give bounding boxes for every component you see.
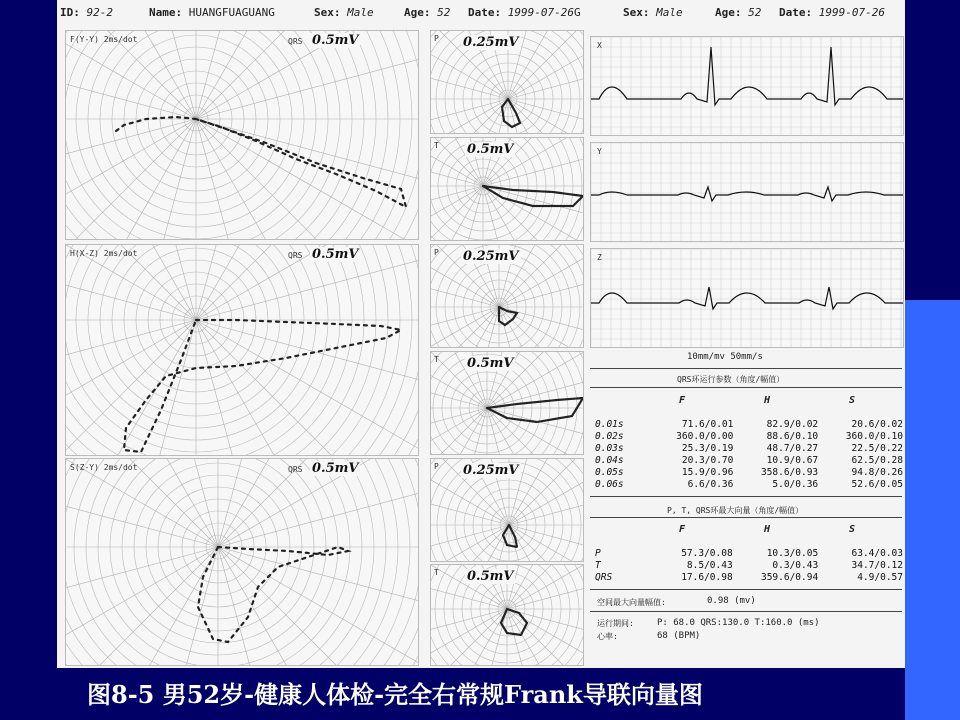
frontal-loop-label: F(Y-Y) 2ms/dot	[70, 35, 138, 44]
polar-grid-ring	[66, 245, 412, 455]
sagittal-qrs-loop-plot	[66, 459, 418, 665]
vector-loop-trace	[124, 320, 401, 452]
horizontal-p-scale: 0.25mV	[463, 249, 519, 264]
table-cell-t: P	[595, 548, 601, 559]
polar-grid-spoke	[196, 119, 415, 239]
polar-grid-spoke	[431, 99, 508, 126]
polar-grid-spoke	[66, 547, 218, 663]
polar-grid-ring	[66, 31, 328, 239]
frontal-p-scale: 0.25mV	[463, 35, 519, 50]
frontal-t-scale: 0.5mV	[467, 142, 514, 157]
table-cell-f: 15.9/0.96	[681, 467, 734, 478]
table-cell-h: 5.0/0.36	[772, 479, 819, 490]
interval-label: 运行期间:	[597, 619, 634, 628]
header-age: Age: 52	[404, 6, 451, 19]
figure-caption: 图8-5 男52岁-健康人体检-完全右常规Frank导联向量图	[87, 680, 703, 709]
ecg-waveform	[591, 47, 903, 105]
frontal-loop-tag: QRS	[288, 37, 303, 46]
table-row	[593, 467, 905, 479]
table-cell-t: 0.06s	[595, 479, 624, 490]
vcg-report-sheet	[57, 0, 905, 668]
qrs-parameter-table	[593, 419, 905, 491]
polar-grid-spoke	[66, 547, 218, 607]
sagittal-t-loop-panel	[430, 564, 584, 666]
polar-grid-spoke	[508, 72, 583, 99]
polar-grid-spoke	[431, 72, 508, 99]
horizontal-qrs-loop-panel	[65, 244, 419, 456]
polar-grid-spoke	[196, 320, 380, 455]
sagittal-t-tag: T	[434, 568, 439, 577]
polar-grid-spoke	[66, 487, 218, 547]
polar-grid-spoke	[218, 547, 418, 663]
qrs-table-bottom-rule	[590, 496, 902, 497]
header-sex: Sex: Male	[314, 6, 374, 19]
horizontal-qrs-loop-plot	[66, 245, 418, 455]
polar-grid-spoke	[431, 307, 499, 334]
table-cell-t: 0.04s	[595, 455, 624, 466]
polar-grid-spoke	[431, 609, 507, 633]
qrs-col-s: S	[849, 395, 856, 406]
table-cell-f: 25.3/0.19	[681, 443, 734, 454]
table-cell-h: 0.3/0.43	[772, 560, 819, 571]
ecg-x-trace	[591, 37, 903, 135]
polar-grid-spoke	[437, 525, 509, 561]
polar-grid-spoke	[507, 565, 583, 609]
polar-grid-spoke	[66, 54, 196, 119]
table-cell-h: 10.9/0.67	[766, 455, 819, 466]
max-table-bottom-rule	[590, 589, 902, 590]
ecg-y-trace	[591, 143, 903, 241]
table-row	[593, 419, 905, 431]
frontal-p-tag: P	[434, 34, 439, 43]
polar-grid-ring	[66, 245, 328, 452]
ecg-x-lead-label: X	[597, 41, 602, 50]
horizontal-t-scale: 0.5mV	[467, 356, 514, 371]
polar-grid-spoke	[499, 280, 583, 307]
polar-grid-ring	[66, 245, 418, 455]
header-name: Name: HUANGFUAGUANG	[149, 6, 275, 19]
table-cell-f: 20.3/0.70	[681, 455, 734, 466]
ecg-strip-z	[590, 248, 904, 348]
table-cell-f: 8.5/0.43	[686, 560, 733, 571]
polar-grid-spoke	[507, 585, 583, 609]
polar-grid-spoke	[507, 609, 554, 665]
polar-grid-spoke	[66, 119, 196, 239]
sagittal-t-scale: 0.5mV	[467, 569, 514, 584]
polar-grid-spoke	[431, 280, 499, 307]
polar-grid-ring	[66, 31, 388, 239]
interval-value: P: 68.0 QRS:130.0 T:160.0 (ms)	[657, 618, 820, 628]
sagittal-loop-scale: 0.5mV	[312, 461, 359, 476]
max-col-f: F	[679, 524, 686, 535]
polar-grid-ring	[66, 245, 418, 455]
ecg-waveform	[591, 287, 903, 309]
table-cell-t: 0.03s	[595, 443, 624, 454]
ecg-y-lead-label: Y	[597, 147, 602, 156]
table-cell-h: 359.6/0.94	[760, 572, 819, 583]
polar-grid-ring	[66, 245, 400, 455]
right-accent-band	[905, 300, 960, 720]
polar-grid-spoke	[131, 119, 196, 239]
polar-grid-spoke	[431, 99, 508, 133]
frontal-p-loop-panel	[430, 30, 584, 134]
polar-grid-ring	[66, 31, 376, 239]
ecg-strip-y	[590, 142, 904, 242]
polar-grid-spoke	[196, 320, 418, 450]
polar-grid-ring	[66, 459, 398, 665]
header-date-right: Date: 1999-07-26	[779, 6, 885, 19]
polar-grid-ring	[66, 245, 418, 455]
frontal-t-loop-panel	[430, 137, 584, 241]
polar-grid-spoke	[509, 525, 581, 561]
vector-loop-trace	[198, 547, 348, 642]
header-sex-right: Sex: Male	[623, 6, 683, 19]
horizontal-t-loop-panel	[430, 351, 584, 455]
summary-rule	[590, 611, 902, 612]
table-row	[593, 548, 905, 560]
spatial-max-label: 空间最大向量幅值:	[597, 598, 666, 607]
table-cell-h: 358.6/0.93	[760, 467, 819, 478]
polar-grid-spoke	[196, 119, 418, 184]
vector-loop-trace	[483, 186, 583, 206]
table-cell-t: QRS	[595, 572, 613, 583]
table-cell-s: 63.4/0.03	[851, 548, 903, 559]
table-cell-s: 62.5/0.28	[851, 455, 903, 466]
table-cell-f: 57.3/0.08	[681, 548, 733, 559]
table-row	[593, 560, 905, 572]
table-cell-h: 88.6/0.10	[766, 431, 819, 442]
table-cell-h: 82.9/0.02	[766, 419, 819, 430]
table-cell-s: 52.6/0.05	[851, 479, 903, 490]
polar-grid-spoke	[196, 54, 418, 119]
heart-rate-value: 68 (BPM)	[657, 631, 701, 641]
vector-loop-trace	[116, 117, 406, 207]
header-date: Date: 1999-07-26G	[468, 6, 581, 19]
polar-grid-spoke	[508, 99, 581, 133]
table-cell-s: 360.0/0.10	[845, 431, 903, 442]
polar-grid-spoke	[66, 119, 196, 184]
max-table-title-rule	[590, 517, 902, 518]
table-cell-s: 94.8/0.26	[851, 467, 903, 478]
polar-grid-spoke	[431, 585, 507, 609]
horizontal-loop-scale: 0.5mV	[312, 247, 359, 262]
ecg-calibration: 10mm/mv 50mm/s	[687, 352, 763, 362]
ecg-z-trace	[591, 249, 903, 347]
polar-grid-spoke	[458, 525, 509, 561]
qrs-col-h: H	[764, 395, 771, 406]
max-col-h: H	[764, 524, 771, 535]
qrs-col-f: F	[679, 395, 686, 406]
polar-grid-spoke	[129, 320, 196, 455]
polar-grid-spoke	[196, 119, 374, 239]
polar-grid-spoke	[131, 31, 196, 119]
table-row	[593, 479, 905, 491]
sagittal-loop-tag: QRS	[288, 465, 303, 474]
polar-grid-spoke	[460, 609, 507, 665]
frontal-loop-scale: 0.5mV	[312, 33, 359, 48]
polar-grid-spoke	[196, 31, 261, 119]
polar-grid-spoke	[196, 320, 263, 455]
polar-grid-spoke	[435, 99, 508, 133]
header-id: ID: 92-2	[60, 6, 113, 19]
horizontal-loop-tag: QRS	[288, 251, 303, 260]
sagittal-loop-label: S(Z-Y) 2ms/dot	[70, 463, 138, 472]
ecg-strip-x	[590, 36, 904, 136]
max-table-title: P, T, QRS环最大向量（角度/幅值）	[667, 506, 804, 515]
table-cell-f: 17.6/0.98	[681, 572, 733, 583]
table-row	[593, 455, 905, 467]
polar-grid-spoke	[218, 547, 278, 665]
qrs-table-title-rule	[590, 387, 902, 388]
table-row	[593, 443, 905, 455]
polar-grid-ring	[66, 459, 386, 665]
max-vector-table	[593, 548, 905, 584]
table-cell-t: 0.01s	[595, 419, 624, 430]
vector-loop-trace	[502, 99, 520, 127]
horizontal-p-tag: P	[434, 248, 439, 257]
qrs-table-top-rule	[590, 368, 902, 369]
polar-grid-spoke	[218, 459, 278, 547]
sagittal-p-scale: 0.25mV	[463, 463, 519, 478]
ecg-waveform	[591, 187, 903, 201]
table-cell-s: 34.7/0.12	[851, 560, 903, 571]
horizontal-p-loop-panel	[430, 244, 584, 348]
table-cell-h: 10.3/0.05	[766, 548, 819, 559]
table-cell-t: T	[595, 560, 601, 571]
table-cell-s: 4.9/0.57	[857, 572, 903, 583]
polar-grid-spoke	[66, 459, 218, 547]
horizontal-loop-label: H(X-Z) 2ms/dot	[70, 249, 138, 258]
frontal-qrs-loop-panel	[65, 30, 419, 240]
table-cell-f: 360.0/0.00	[676, 431, 734, 442]
polar-grid-spoke	[509, 525, 535, 561]
table-cell-f: 6.6/0.36	[687, 479, 734, 490]
sagittal-p-tag: P	[434, 462, 439, 471]
qrs-table-title: QRS环运行参数（角度/幅值）	[677, 375, 785, 384]
frontal-t-tag: T	[434, 141, 439, 150]
table-cell-h: 48.7/0.27	[766, 443, 819, 454]
table-cell-t: 0.05s	[595, 467, 624, 478]
polar-grid-spoke	[196, 31, 415, 119]
sagittal-p-loop-panel	[430, 458, 584, 562]
table-cell-s: 22.5/0.22	[851, 443, 903, 454]
polar-grid-spoke	[158, 459, 218, 547]
polar-grid-spoke	[66, 119, 196, 239]
header-age-right: Age: 52	[715, 6, 762, 19]
sagittal-qrs-loop-panel	[65, 458, 419, 666]
polar-grid-ring	[66, 459, 410, 665]
table-row	[593, 431, 905, 443]
polar-grid-ring	[66, 245, 340, 455]
table-cell-s: 20.6/0.02	[851, 419, 903, 430]
table-row	[593, 572, 905, 584]
table-cell-t: 0.02s	[595, 431, 624, 442]
spatial-max-value: 0.98 (mv)	[707, 596, 756, 606]
max-col-s: S	[849, 524, 856, 535]
table-cell-f: 71.6/0.01	[681, 419, 734, 430]
frontal-qrs-loop-plot	[66, 31, 418, 239]
heart-rate-label: 心率:	[597, 632, 618, 641]
ecg-z-lead-label: Z	[597, 253, 602, 262]
horizontal-t-tag: T	[434, 355, 439, 364]
